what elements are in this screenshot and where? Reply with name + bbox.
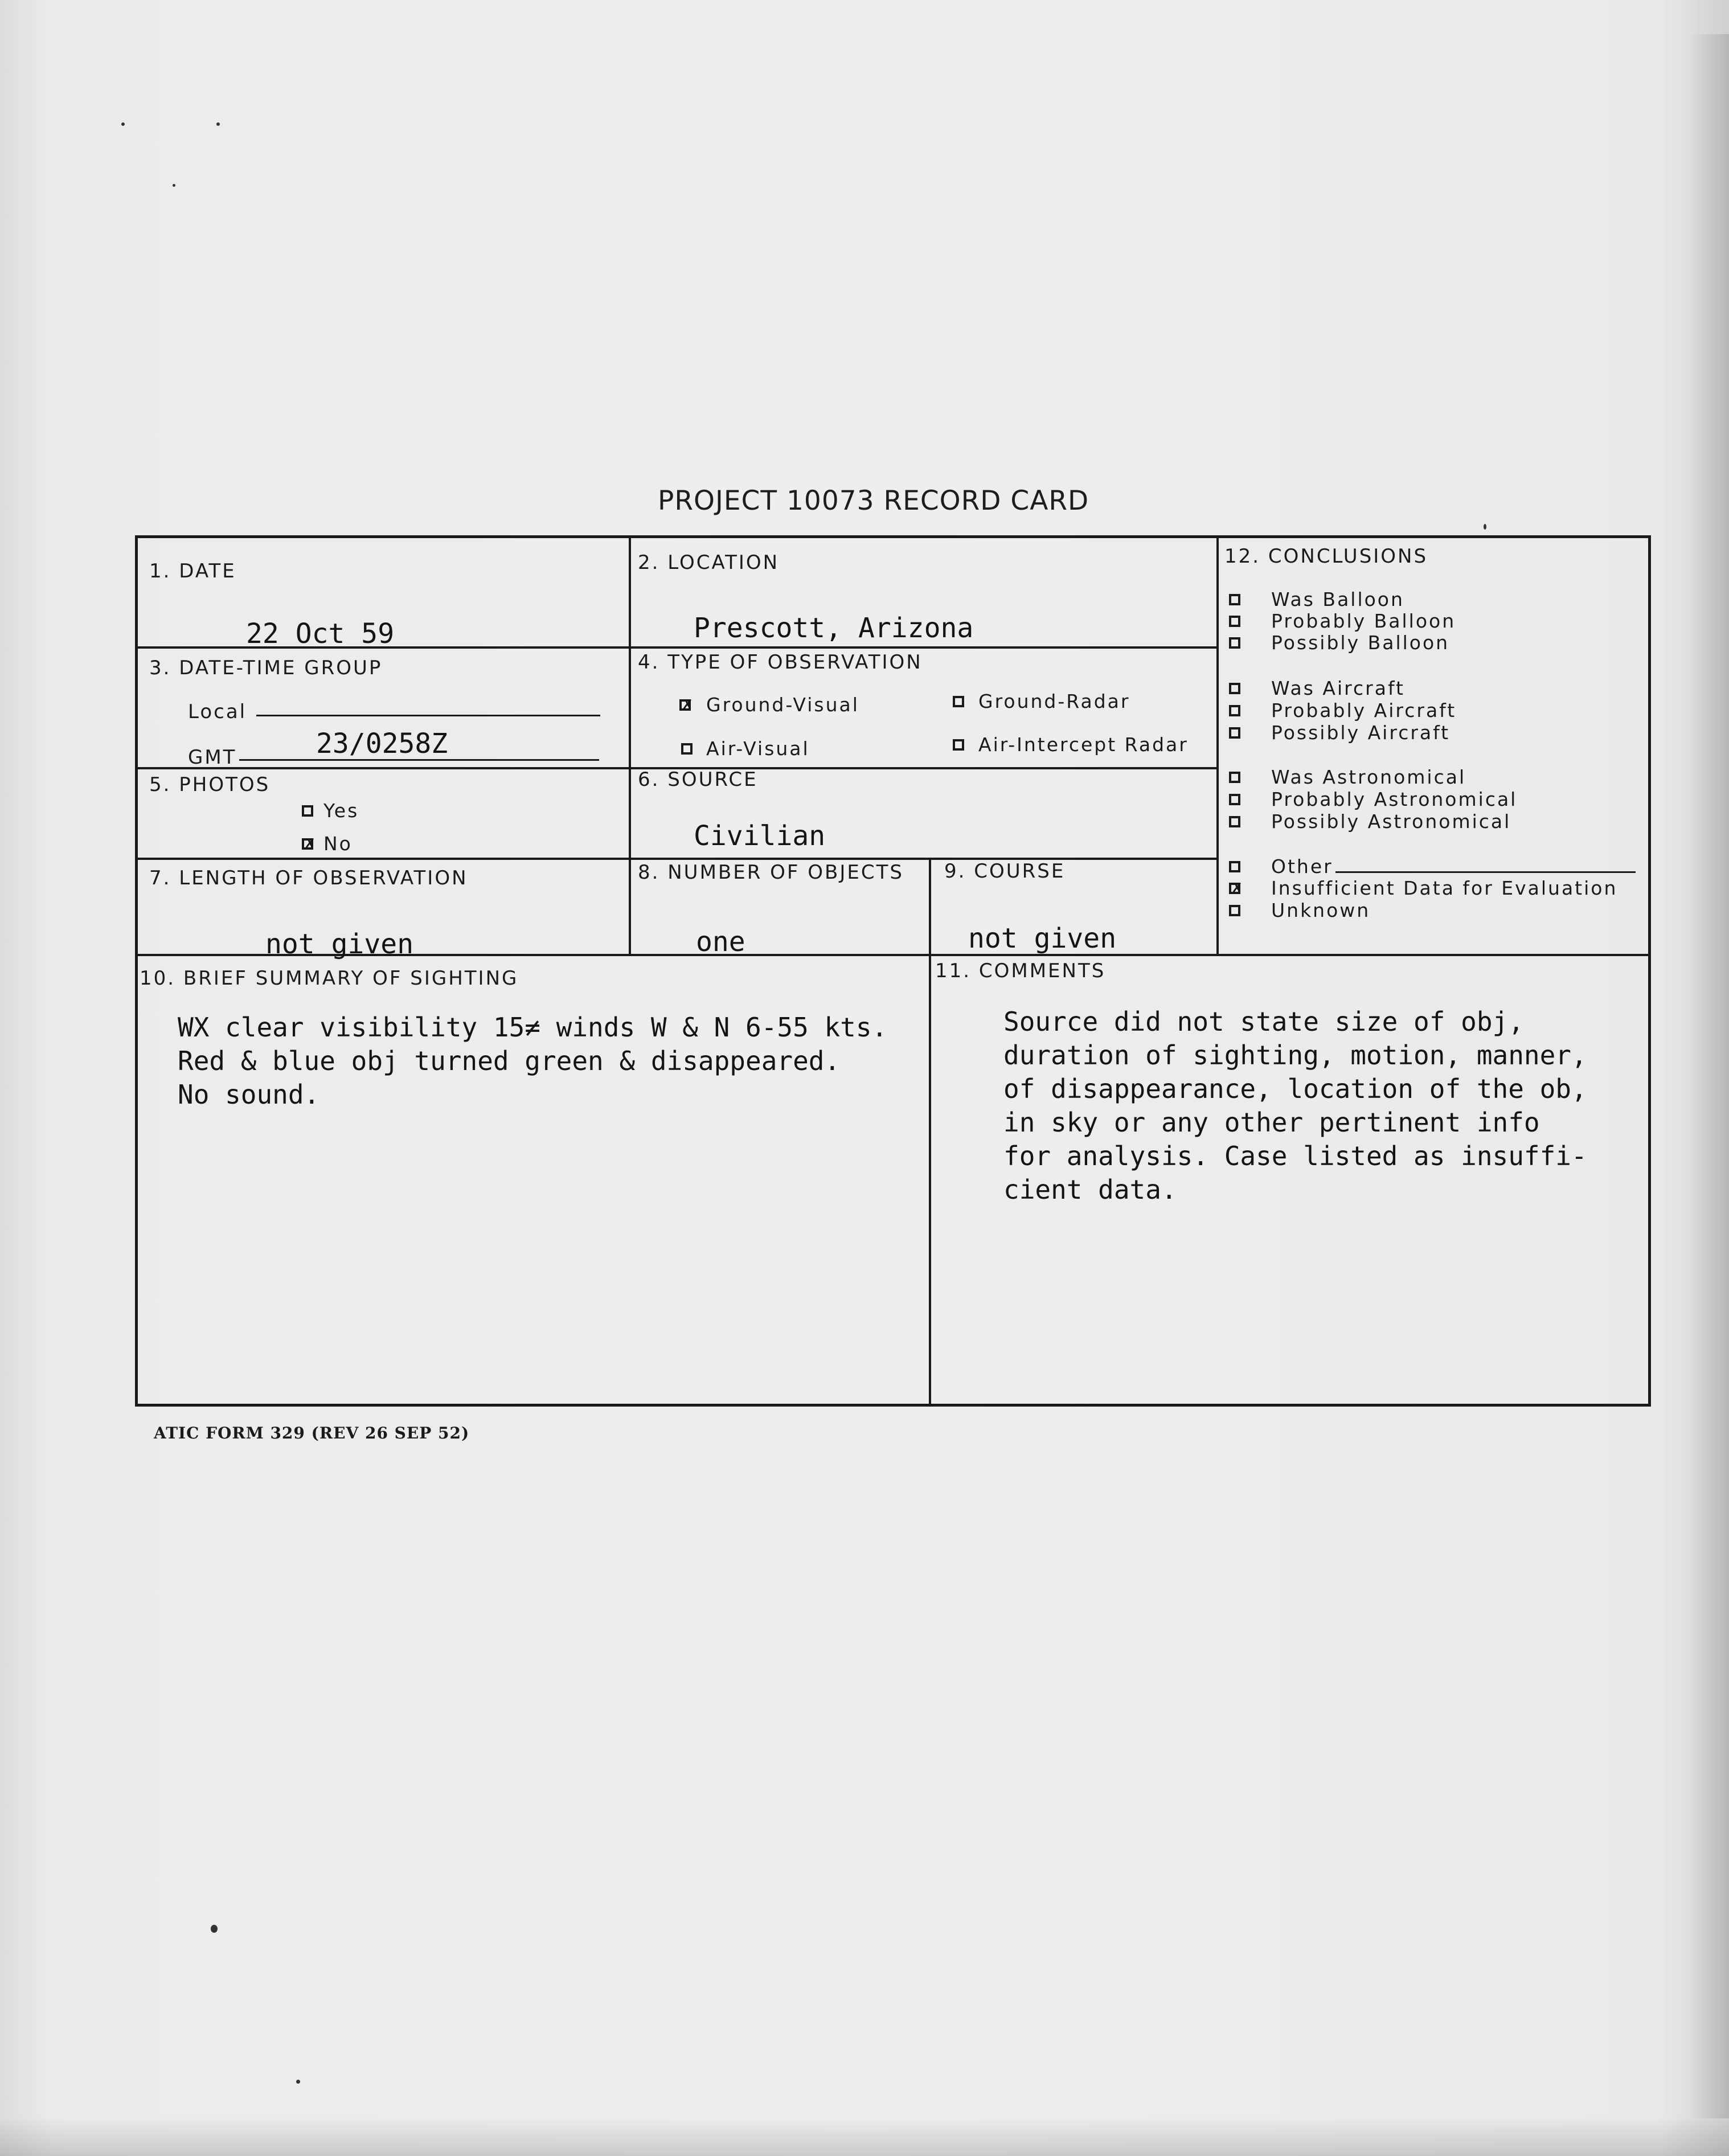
dust-speck: [216, 122, 220, 126]
scan-edge-shadow-bottom: [0, 2116, 1729, 2156]
brief-summary-line: No sound.: [178, 1079, 320, 1110]
unknown-label: Unknown: [1271, 899, 1371, 921]
probably-astronomical-label: Probably Astronomical: [1271, 788, 1518, 810]
air-visual-checkbox[interactable]: [681, 743, 693, 755]
ground-radar-label: Ground-Radar: [978, 690, 1130, 712]
col-divider-a: [629, 538, 631, 954]
possibly-astronomical-label: Possibly Astronomical: [1271, 810, 1511, 833]
photos-no-label: No: [323, 833, 353, 855]
was-balloon-label: Was Balloon: [1271, 588, 1404, 610]
length-of-observation-label: 7. LENGTH OF OBSERVATION: [149, 867, 468, 890]
location-value: Prescott, Arizona: [694, 612, 974, 644]
gmt-label: GMT: [188, 746, 237, 769]
length-of-observation-value: not given: [265, 928, 414, 960]
probably-balloon-label: Probably Balloon: [1271, 610, 1456, 632]
local-label: Local: [188, 700, 247, 723]
brief-summary-line: Red & blue obj turned green & disappeared.: [178, 1046, 841, 1076]
source-value: Civilian: [694, 820, 826, 852]
local-underline: [256, 715, 600, 716]
date-time-group-label: 3. DATE-TIME GROUP: [149, 657, 383, 679]
gmt-value: 23/0258Z: [316, 728, 448, 760]
possibly-astronomical-checkbox[interactable]: [1229, 816, 1240, 827]
comments-label: 11. COMMENTS: [935, 960, 1106, 982]
possibly-balloon-checkbox[interactable]: [1229, 637, 1240, 649]
ground-visual-label: Ground-Visual: [706, 694, 859, 716]
comments-line: for analysis. Case listed as insuffi-: [1003, 1141, 1587, 1171]
comments-text: [1003, 1005, 1587, 1207]
air-visual-label: Air-Visual: [706, 737, 810, 760]
other-label: Other: [1271, 855, 1333, 878]
other-checkbox[interactable]: [1229, 861, 1240, 872]
date-label: 1. DATE: [149, 560, 236, 583]
photos-no-checkbox[interactable]: ✗: [302, 838, 313, 850]
air-intercept-radar-label: Air-Intercept Radar: [978, 733, 1189, 756]
comments-line: duration of sighting, motion, manner,: [1003, 1040, 1587, 1071]
possibly-aircraft-label: Possibly Aircraft: [1271, 722, 1451, 744]
ground-visual-checkbox[interactable]: ✗: [679, 699, 691, 711]
dust-speck: [296, 2080, 300, 2084]
card-title: PROJECT 10073 RECORD CARD: [658, 485, 1089, 517]
comments-line: in sky or any other pertinent info: [1003, 1107, 1540, 1138]
photos-yes-label: Yes: [323, 800, 359, 822]
type-of-observation-label: 4. TYPE OF OBSERVATION: [638, 651, 923, 674]
course-value: not given: [968, 923, 1117, 954]
form-number-footer: ATIC FORM 329 (REV 26 SEP 52): [154, 1424, 470, 1442]
scan-edge-shadow-right: [1689, 34, 1729, 2118]
possibly-aircraft-checkbox[interactable]: [1229, 727, 1240, 739]
col-divider-c: [1216, 538, 1219, 954]
comments-line: Source did not state size of obj,: [1003, 1006, 1524, 1037]
date-value: 22 Oct 59: [246, 618, 395, 650]
was-aircraft-checkbox[interactable]: [1229, 683, 1240, 694]
number-of-objects-label: 8. NUMBER OF OBJECTS: [638, 861, 904, 884]
ground-radar-checkbox[interactable]: [953, 696, 964, 707]
number-of-objects-value: one: [696, 926, 745, 958]
photos-yes-checkbox[interactable]: [302, 805, 313, 817]
unknown-checkbox[interactable]: [1229, 905, 1240, 916]
comments-line: of disappearance, location of the ob,: [1003, 1073, 1587, 1104]
insufficient-data-checkbox[interactable]: ✗: [1229, 883, 1240, 894]
course-label: 9. COURSE: [944, 860, 1066, 883]
location-label: 2. LOCATION: [638, 551, 780, 574]
air-intercept-radar-checkbox[interactable]: [953, 739, 964, 751]
dust-speck: [173, 184, 175, 187]
conclusions-label: 12. CONCLUSIONS: [1224, 545, 1428, 568]
comments-line: cient data.: [1003, 1174, 1177, 1205]
dust-speck: [211, 1925, 218, 1933]
possibly-balloon-label: Possibly Balloon: [1271, 632, 1450, 654]
photos-label: 5. PHOTOS: [149, 773, 271, 796]
other-underline: [1335, 871, 1636, 873]
brief-summary-text: [178, 1011, 887, 1112]
was-astronomical-label: Was Astronomical: [1271, 766, 1466, 788]
col-divider-b: [929, 858, 931, 1406]
dust-speck: [1484, 524, 1486, 530]
probably-balloon-checkbox[interactable]: [1229, 616, 1240, 627]
was-balloon-checkbox[interactable]: [1229, 594, 1240, 605]
brief-summary-label: 10. BRIEF SUMMARY OF SIGHTING: [140, 967, 519, 990]
insufficient-data-label: Insufficient Data for Evaluation: [1271, 877, 1618, 899]
probably-astronomical-checkbox[interactable]: [1229, 794, 1240, 805]
probably-aircraft-checkbox[interactable]: [1229, 705, 1240, 716]
probably-aircraft-label: Probably Aircraft: [1271, 699, 1457, 722]
brief-summary-line: WX clear visibility 15≠ winds W & N 6-55 kts.: [178, 1012, 888, 1043]
was-astronomical-checkbox[interactable]: [1229, 772, 1240, 783]
was-aircraft-label: Was Aircraft: [1271, 677, 1405, 699]
dust-speck: [121, 122, 125, 126]
source-label: 6. SOURCE: [638, 768, 758, 791]
